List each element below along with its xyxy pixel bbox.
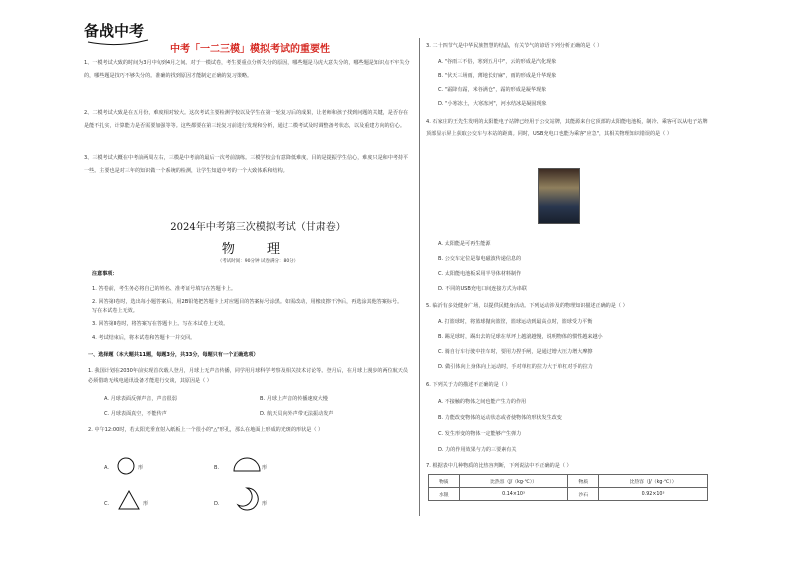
table-header-cell: 比热容（J/（kg·℃）） [599, 475, 708, 488]
table-cell: 水银 [429, 488, 460, 501]
question-6-option-b: B. 力能改变物体的运动状态或者使物体的形状发生改变 [438, 415, 562, 421]
question-4-option-d: D. 不同的USB充电口间连接方式为串联 [438, 286, 527, 292]
question-3-option-b: B. "伏天三场雨，薄地长好麻"，雨的形成是升华现象 [438, 73, 557, 79]
question-2-stem: 2. 中午12:00时，若太阳光垂直射入纸板上一个很小的"△"形孔，那么在地面上形成的光斑的形状是（ ） [88, 427, 324, 433]
table-cell: 沙石 [568, 488, 599, 501]
table-cell: 0.14×10³ [459, 488, 568, 501]
question-4-option-b: B. 公交车定位是靠电磁波传递信息的 [438, 256, 522, 262]
notes-heading: 注意事项： [92, 271, 118, 277]
question-5-option-b: B. 踢足球时，踢出去的足球在草坪上越滚越慢，说明物体的惯性越来越小 [438, 334, 603, 340]
question-3-option-c: C. "霜降有霜，米谷满仓"，霜的形成是凝华现象 [438, 87, 547, 93]
question-2-suffix-c: 形 [143, 501, 149, 507]
question-1-option-a: A. 月球表面反弹声音，声音很弱 [104, 396, 177, 402]
note-1: 1. 答卷前，考生务必将自己的姓名、准考证号填写在答题卡上。 [92, 286, 237, 292]
exam-info: （考试时间：90分钟 试卷满分：80分） [217, 259, 299, 264]
question-3-stem: 3. 二十四节气是中华民族智慧的结晶，有关节气的谚语下列分析正确的是（ ） [426, 43, 603, 49]
section-one-heading: 一、选择题（本大题共11题，每题3分，共33分，每题只有一个正确选项） [88, 352, 259, 358]
question-3-option-a: A. "谷雨三不俗，寒到五月中"，云的形成是汽化现象 [438, 59, 557, 65]
doc-heading: 中考「一二三模」模拟考试的重要性 [170, 44, 330, 55]
logo [82, 16, 154, 50]
question-3-option-d: D. "小寒冻土，大寒冻河"，河水结冰是凝固现象 [438, 101, 547, 107]
table-header-cell: 比热容（J/（kg·℃）） [459, 475, 568, 488]
question-6-option-a: A. 不接触的物体之间也能产生力的作用 [438, 399, 527, 405]
question-5-option-d: D. 做引体向上身体向上运动时，手对单杠的拉力大于单杠对手的拉力 [438, 364, 593, 370]
question-6-option-c: C. 发生形变的物体一定能够产生弹力 [438, 431, 522, 437]
specific-heat-table [428, 474, 708, 501]
question-2-label-a: A. [104, 465, 110, 471]
question-6-stem: 6. 下列关于力的描述不正确的是（ ） [426, 382, 511, 388]
question-5-option-c: C. 骑自行车行驶中挂车时，要用力捏手闸，是通过增大压力增大摩擦 [438, 349, 593, 355]
question-5-option-a: A. 打篮球时，将篮球抛向篮筐，篮球运动到最高点时，篮球受力平衡 [438, 319, 593, 325]
exam-title: 2024年中考第三次模拟考试（甘肃卷） [170, 222, 346, 233]
table-header-cell: 物质 [429, 475, 460, 488]
subject-title: 物 理 [221, 242, 295, 257]
note-2: 2. 回答第Ⅰ卷时，选出每小题答案后，用2B铅笔把答题卡上对应题目的答案标号涂黑。如需改动，用橡皮擦干净后，再选涂其他答案标号。写在本试卷上无效。 [92, 299, 403, 314]
intro-paragraph-2: 2、二模考试大致是在五月份，难度相对较大。这次考试主要检测学校以及学生在第一轮复习后的成果，让老师和孩子找到问题的关键，是否存在是能不扎实，计算能力是否需要加强等等。这些都要在第三轮复习前进行发现和分析，通过二模考试及时调整备考状态，以及重建方向的信心。 [84, 110, 409, 129]
question-7-stem: 7. 根据表中几种物质的比热容判断，下列说法中不正确的是（ ） [426, 463, 572, 469]
note-3: 3. 回答第Ⅱ卷时，将答案写在答题卡上。写在本试卷上无效。 [92, 321, 229, 327]
question-2-label-d: D. [214, 501, 220, 507]
note-4: 4. 考试结束后，将本试卷和答题卡一并交回。 [92, 335, 196, 341]
question-2-suffix-a: 形 [138, 465, 144, 471]
table-header-row [429, 475, 708, 488]
table-cell: 0.92×10³ [599, 488, 708, 501]
circle-shape-icon [116, 456, 136, 476]
question-2-suffix-d: 形 [262, 501, 268, 507]
question-1-option-c: C. 月球表面真空，不能传声 [104, 411, 167, 417]
intro-paragraph-3: 3、三模考试大概在中考前两周左右，三模是中考前的最后一次考前演练。三模学校会有意降低难度，目的是提振学生信心，难度只是和中考持平一些。主要也是对三年的知识做一个系统的检测，让学生知道中考的一个大致体系和结构。 [84, 155, 409, 174]
question-2-suffix-b: 形 [262, 465, 268, 471]
question-4-stem: 4. 石家庄的王先生发明的太阳能电子站牌已经用于公交站牌，其能源来自它顶部的太阳能电池板，制冷、乘客可以从电子站牌顶部显示屏上获取公交车与本站的距离。同时，USB充电口也能为乘客"应急"，其相关物理知识错误的是（ ） [426, 119, 708, 137]
column-divider [419, 38, 420, 516]
question-2-label-c: C. [104, 501, 110, 507]
intro-paragraph-1: 1、一模考试大致的时间为3月中旬到4月之间。对于一模试卷，考生要重点分析失分的原因，哪些题是马虎大意失分的，哪些题是知识点不牢失分的，哪些题是技巧不够失分的。准确的找到原因才能制定正确的复习策略。 [84, 60, 410, 79]
crescent-shape-icon [234, 486, 260, 512]
semicircle-shape-icon [232, 455, 262, 473]
question-1-stem: 1. 我国计划在2030年前实现首次载人登月，月球上无声音传播，同学用月球科学考察及相关技术讨论等。登月后，在月球上漫步的两位航天员必须借助无线电通讯设备才能进行交谈，其原因是（ ） [88, 368, 408, 384]
question-2-label-b: B. [214, 465, 220, 471]
question-1-option-d: D. 航天员向外声带无法振动发声 [260, 411, 334, 417]
bus-stop-sign-image [538, 168, 580, 224]
question-4-option-c: C. 太阳能电池板采用半导体材料制作 [438, 271, 522, 277]
question-5-stem: 5. 临沂有多处健身广场，以提供民健身活动。下列运动涉及的物理知识描述正确的是（ ） [426, 303, 628, 309]
triangle-shape-icon [117, 489, 141, 511]
question-1-option-b: B. 月球上声音的传播速度大慢 [260, 396, 328, 402]
logo-text: 备战中考 [84, 22, 145, 40]
table-header-cell: 物质 [568, 475, 599, 488]
table-row [429, 488, 708, 501]
question-4-option-a: A. 太阳能是可再生能源 [438, 241, 491, 247]
question-6-option-d: D. 力的作用效果与力的三要素有关 [438, 447, 517, 453]
